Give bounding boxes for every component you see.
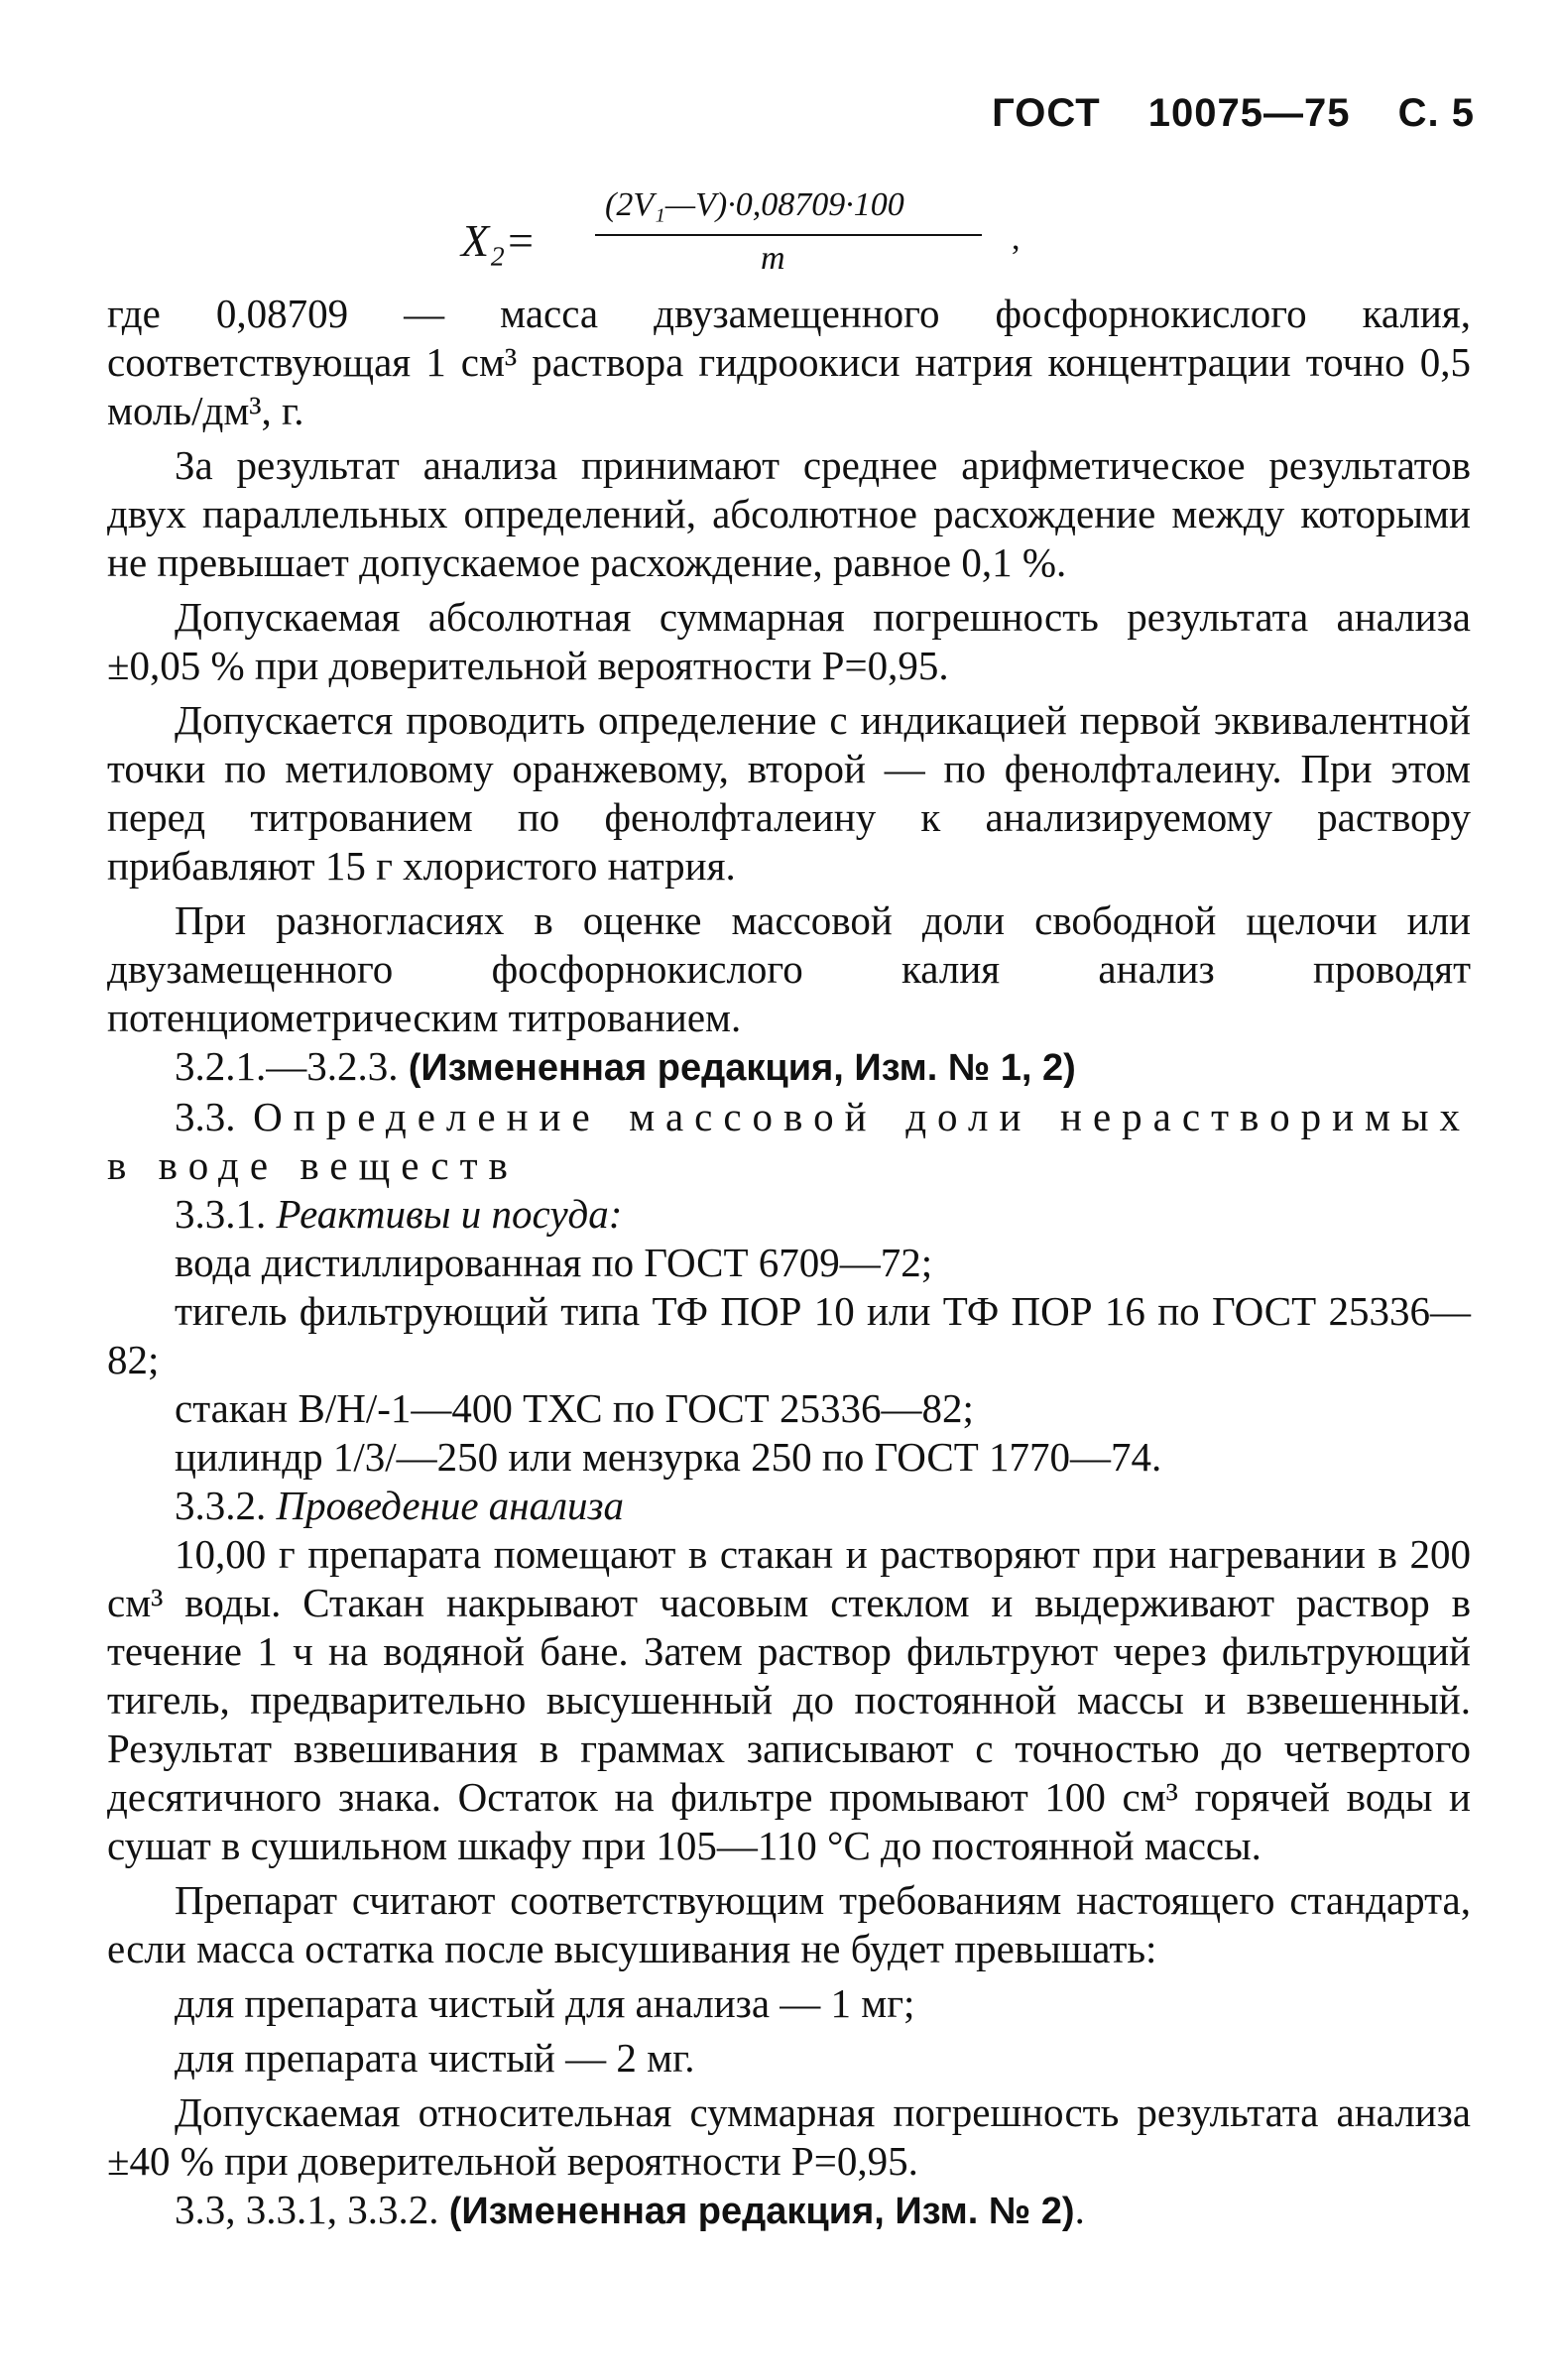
section-title-3-3: Определение массовой доли нерастворимых в воде веществ [107,1094,1472,1188]
section-title-3-3-2: Проведение анализа [276,1483,625,1528]
formula-numerator: (2V₁—V)·0,08709·100 [605,186,904,223]
amendment-ref-2: 3.3, 3.3.1, 3.3.2. [175,2187,449,2232]
section-number-3-3-1: 3.3.1. [175,1191,277,1237]
section-title-3-3-1: Реактивы и посуда: [276,1191,623,1237]
section-number-3-3: 3.3. [175,1094,254,1139]
section-number-3-3-2: 3.3.2. [175,1483,277,1528]
paragraph-disagreement: При разногласиях в оценке массовой доли свободной щелочи или двузамещенного фосфорнокислого калия анализ проводят потенциометрическим титрованием. [107,897,1471,1040]
header-page: С. 5 [1397,91,1475,135]
page-header [956,91,1475,136]
reagent-item: тигель фильтрующий типа ТФ ПОР 10 или ТФ ПОР 16 по ГОСТ 25336—82; [107,1288,1471,1382]
reagent-item: вода дистиллированная по ГОСТ 6709—72; [175,1240,933,1285]
section-heading-3-3-2 [107,1482,1471,1530]
section-heading-3-3 [107,1093,1471,1190]
paragraph-indication: Допускается проводить определение с индикацией первой эквивалентной точки по метиловому оранжевому, второй — по фенолфталеину. При этом перед титрованием по фенолфталеину к анализируемому раствору прибавляют 15 г хлористого натрия. [107,697,1471,889]
document-body [107,290,1471,2236]
section-heading-3-3-1 [107,1190,1471,1239]
amendment-note-1 [107,1042,1471,1093]
paragraph-where: где 0,08709 — масса двузамещенного фосфорнокислого калия, соответствующая 1 см³ раствора гидроокиси натрия концентрации точно 0,5 моль/дм³, г. [107,291,1471,433]
amendment-text-2: (Измененная редакция, Изм. № 2) [448,2191,1075,2232]
paragraph-procedure: 10,00 г препарата помещают в стакан и растворяют при нагревании в 200 см³ воды. Стакан накрывают часовым стеклом и выдерживают раствор в течение 1 ч на водяной бане. Затем раствор фильтруют через фильтрующий тигель, предварительно высушенный до постоянной массы и взвешенный. Результат взвешивания в граммах записывают с точностью до четвертого десятичного знака. Остаток на фильтре промывают 100 см³ горячей воды и сушат в сушильном шкафу при 105—110 °С до постоянной массы. [107,1531,1471,1868]
paragraph-relative-error: Допускаемая относительная суммарная погрешность результата анализа ±40 % при доверительной вероятности P=0,95. [107,2089,1471,2184]
formula-denominator: m [761,240,785,277]
reagent-item: стакан В/Н/-1—400 ТХС по ГОСТ 25336—82; [175,1385,974,1431]
fraction-bar [595,234,982,236]
requirement-item: для препарата чистый для анализа — 1 мг; [175,1980,915,2026]
paragraph-result: За результат анализа принимают среднее арифметическое результатов двух параллельных определений, абсолютное расхождение между которыми не превышает допускаемое расхождение, равное 0,1 %. [107,442,1471,585]
amendment-text-1: (Измененная редакция, Изм. № 1, 2) [408,1047,1076,1089]
paragraph-requirement: Препарат считают соответствующим требованиям настоящего стандарта, если масса остатка после высушивания не будет превышать: [107,1877,1471,1971]
amendment-note-2 [107,2186,1471,2236]
paragraph-error: Допускаемая абсолютная суммарная погрешность результата анализа ±0,05 % при доверительной вероятности P=0,95. [107,594,1471,688]
formula-trailing: , [1012,220,1021,257]
reagent-item: цилиндр 1/3/—250 или мензурка 250 по ГОСТ 1770—74. [175,1434,1162,1480]
header-number: 10075—75 [1147,91,1351,135]
formula-lhs: X₂= [461,215,537,266]
amendment-trailing-2: . [1074,2187,1085,2232]
requirement-item: для препарата чистый — 2 мг. [175,2035,695,2081]
amendment-ref-1: 3.2.1.—3.2.3. [175,1043,409,1089]
header-standard: ГОСТ [992,91,1101,135]
